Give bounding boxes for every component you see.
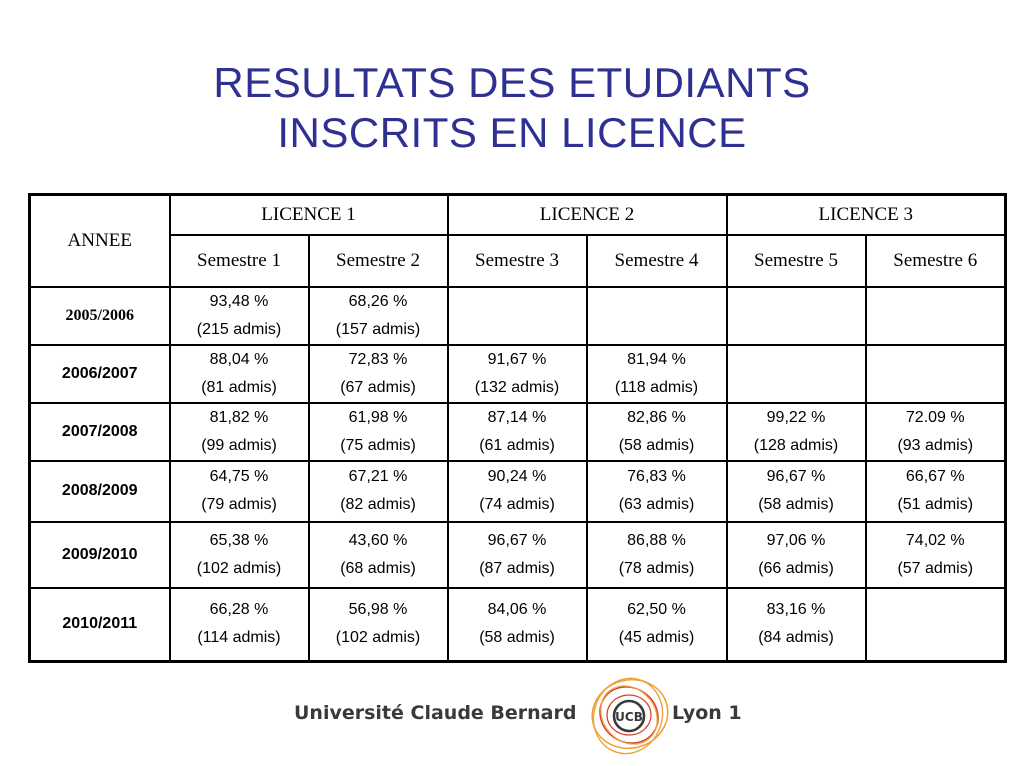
emblem-text: UCB: [615, 710, 643, 724]
result-admis: (75 admis): [340, 436, 416, 454]
result-pct: 66,28 %: [209, 601, 269, 619]
result-pct: 84,06 %: [487, 601, 547, 619]
result-cell: [587, 287, 727, 345]
result-cell: [448, 403, 587, 461]
licence-1-header: LICENCE 1: [170, 195, 448, 235]
result-pct: 96,67 %: [487, 531, 547, 549]
year-header: ANNEE: [30, 195, 170, 287]
result-admis: (61 admis): [479, 436, 555, 454]
result-cell: [727, 588, 866, 662]
result-cell: [309, 345, 448, 403]
result-admis: (82 admis): [340, 496, 416, 513]
table-row: [30, 287, 1006, 345]
title-line-1: RESULTATS DES ETUDIANTS: [213, 59, 811, 106]
result-pct: 99,22 %: [766, 408, 826, 426]
result-cell: [170, 403, 309, 461]
result-pct: 74,02 %: [905, 531, 965, 549]
result-pct: 91,67 %: [487, 350, 547, 368]
university-logo: [294, 672, 754, 758]
year-cell: 2009/2010: [30, 522, 170, 588]
result-cell: [309, 522, 448, 588]
header-row-semestre: [30, 235, 1006, 287]
result-pct: 62,50 %: [627, 601, 686, 619]
semestre-6-header: Semestre 6: [866, 235, 1006, 287]
result-pct: 67,21 %: [348, 468, 408, 485]
result-admis: (57 admis): [897, 559, 974, 577]
semestre-4-header: Semestre 4: [587, 235, 727, 287]
result-admis: (157 admis): [335, 320, 421, 338]
result-pct: 76,83 %: [627, 468, 686, 485]
result-admis: (66 admis): [758, 559, 834, 577]
licence-2-header: LICENCE 2: [448, 195, 727, 235]
result-pct: 64,75 %: [209, 468, 269, 485]
header-row-licence: [30, 195, 1006, 235]
title-line-2: INSCRITS EN LICENCE: [277, 109, 747, 156]
result-admis: (102 admis): [196, 559, 282, 577]
results-table: [28, 193, 1007, 663]
result-admis: (215 admis): [196, 320, 282, 338]
year-cell: 2010/2011: [30, 588, 170, 662]
table-row: [30, 461, 1006, 522]
result-cell: [866, 588, 1006, 662]
semestre-1-header: Semestre 1: [170, 235, 309, 287]
result-pct: 43,60 %: [348, 531, 408, 549]
semestre-2-header: Semestre 2: [309, 235, 448, 287]
result-cell: [727, 345, 866, 403]
result-pct: 61,98 %: [348, 408, 408, 426]
result-admis: (68 admis): [340, 559, 416, 577]
result-pct: 66,67 %: [905, 468, 965, 485]
result-admis: (84 admis): [758, 629, 834, 647]
slide-title: [0, 58, 1024, 158]
licence-3-header: LICENCE 3: [727, 195, 1006, 235]
result-pct: 81,94 %: [627, 350, 686, 368]
year-cell: 2005/2006: [30, 287, 170, 345]
result-admis: (74 admis): [479, 496, 555, 513]
result-pct: 88,04 %: [209, 350, 269, 368]
result-cell: [309, 287, 448, 345]
result-cell: [727, 403, 866, 461]
result-admis: (78 admis): [618, 559, 695, 577]
result-cell: [727, 522, 866, 588]
result-cell: [170, 522, 309, 588]
result-cell: [587, 403, 727, 461]
result-pct: 97,06 %: [766, 531, 826, 549]
result-cell: [448, 461, 587, 522]
result-admis: (58 admis): [479, 629, 555, 647]
table-row: [30, 345, 1006, 403]
result-pct: 56,98 %: [348, 601, 408, 619]
result-pct: 87,14 %: [487, 408, 547, 426]
result-cell: [866, 287, 1006, 345]
result-admis: (128 admis): [753, 436, 839, 454]
result-cell: [866, 345, 1006, 403]
result-admis: (58 admis): [618, 436, 695, 454]
result-admis: (81 admis): [201, 378, 277, 396]
result-pct: 86,88 %: [627, 531, 686, 549]
semestre-3-header: Semestre 3: [448, 235, 587, 287]
result-pct: 96,67 %: [766, 468, 826, 485]
result-cell: [448, 522, 587, 588]
logo-city-name: Lyon 1: [672, 702, 742, 724]
result-admis: (93 admis): [897, 436, 974, 454]
result-pct: 68,26 %: [348, 292, 408, 310]
result-cell: [587, 461, 727, 522]
result-admis: (79 admis): [201, 496, 277, 513]
result-admis: (132 admis): [474, 378, 560, 396]
result-cell: [866, 461, 1006, 522]
result-cell: [170, 461, 309, 522]
year-cell: 2007/2008: [30, 403, 170, 461]
result-cell: [727, 461, 866, 522]
year-cell: 2008/2009: [30, 461, 170, 522]
result-cell: [170, 588, 309, 662]
result-pct: 93,48 %: [209, 292, 269, 310]
result-admis: (118 admis): [614, 378, 699, 396]
result-cell: [170, 345, 309, 403]
result-cell: [448, 287, 587, 345]
result-cell: [309, 461, 448, 522]
result-pct: 82,86 %: [627, 408, 686, 426]
result-cell: [587, 588, 727, 662]
table-row: [30, 588, 1006, 662]
semestre-5-header: Semestre 5: [727, 235, 866, 287]
result-admis: (58 admis): [758, 496, 834, 513]
table-row: [30, 522, 1006, 588]
result-admis: (51 admis): [897, 496, 974, 513]
result-admis: (99 admis): [201, 436, 277, 454]
result-cell: [448, 588, 587, 662]
result-pct: 83,16 %: [766, 601, 826, 619]
result-admis: (45 admis): [618, 629, 695, 647]
result-cell: [866, 522, 1006, 588]
result-admis: (87 admis): [479, 559, 555, 577]
result-cell: [866, 403, 1006, 461]
result-admis: (63 admis): [618, 496, 695, 513]
result-admis: (102 admis): [335, 629, 421, 647]
result-cell: [587, 522, 727, 588]
ucb-emblem-icon: [586, 672, 672, 758]
result-pct: 90,24 %: [487, 468, 547, 485]
result-admis: (114 admis): [197, 629, 281, 647]
logo-university-name: Université Claude Bernard: [294, 702, 577, 724]
result-cell: [170, 287, 309, 345]
year-cell: 2006/2007: [30, 345, 170, 403]
table-row: [30, 403, 1006, 461]
result-pct: 81,82 %: [209, 408, 269, 426]
result-admis: (67 admis): [340, 378, 416, 396]
result-pct: 72.09 %: [905, 408, 965, 426]
result-pct: 65,38 %: [209, 531, 269, 549]
result-cell: [448, 345, 587, 403]
result-cell: [727, 287, 866, 345]
result-cell: [309, 403, 448, 461]
result-cell: [309, 588, 448, 662]
result-pct: 72,83 %: [348, 350, 408, 368]
result-cell: [587, 345, 727, 403]
